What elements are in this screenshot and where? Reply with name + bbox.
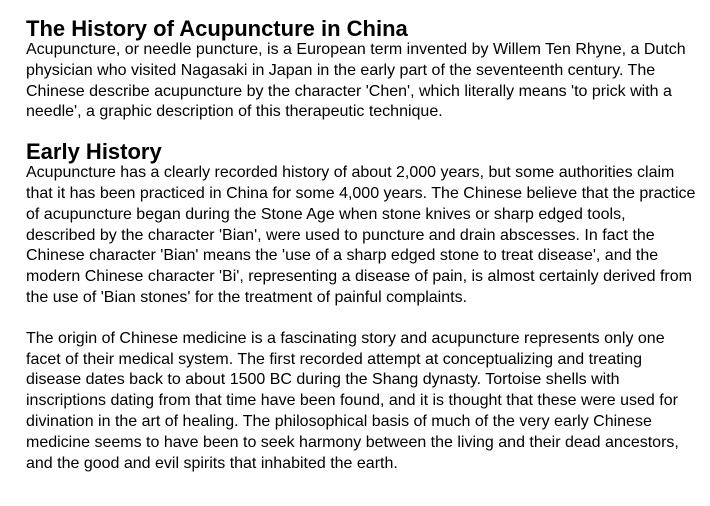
section-heading: Early History	[26, 139, 162, 165]
section-heading: The History of Acupuncture in China	[26, 16, 408, 41]
section-early-history	[26, 141, 696, 474]
section-paragraph: Acupuncture, or needle puncture, is a European term invented by Willem Ten Rhyne, a Dutch physician who visited Nagasaki in Japan in the early part of the seventeenth century. The Chinese describe acupuncture by the character 'Chen', which literally means 'to prick with a needle', a graphic description of this therapeutic technique.	[26, 41, 686, 121]
section-paragraph: Acupuncture has a clearly recorded history of about 2,000 years, but some authorities claim that it has been practiced in China for some 4,000 years. The Chinese believe that the practice of acupuncture began during the Stone Age when stone knives or sharp edged tools, described by the character 'Bian', were used to puncture and drain abscesses. In fact the Chinese character 'Bian' means the 'use of a sharp edged stone to treat disease', and the modern Chinese character 'Bi', representing a disease of pain, is almost certainly derived from the use of 'Bian stones' for the treatment of painful complaints.	[26, 164, 696, 306]
section-history-of-acupuncture	[26, 18, 696, 123]
section-paragraph: The origin of Chinese medicine is a fascinating story and acupuncture represents only one facet of their medical system. The first recorded attempt at conceptualizing and treating disease dates back to about 1500 BC during the Shang dynasty. Tortoise shells with inscriptions dating from that time have been found, and it is thought that these were used for divination in the art of healing. The philosophical basis of much of the very early Chinese medicine seems to have been to seek harmony between the living and their dead ancestors, and the good and evil spirits that inhabited the earth.	[26, 329, 679, 472]
